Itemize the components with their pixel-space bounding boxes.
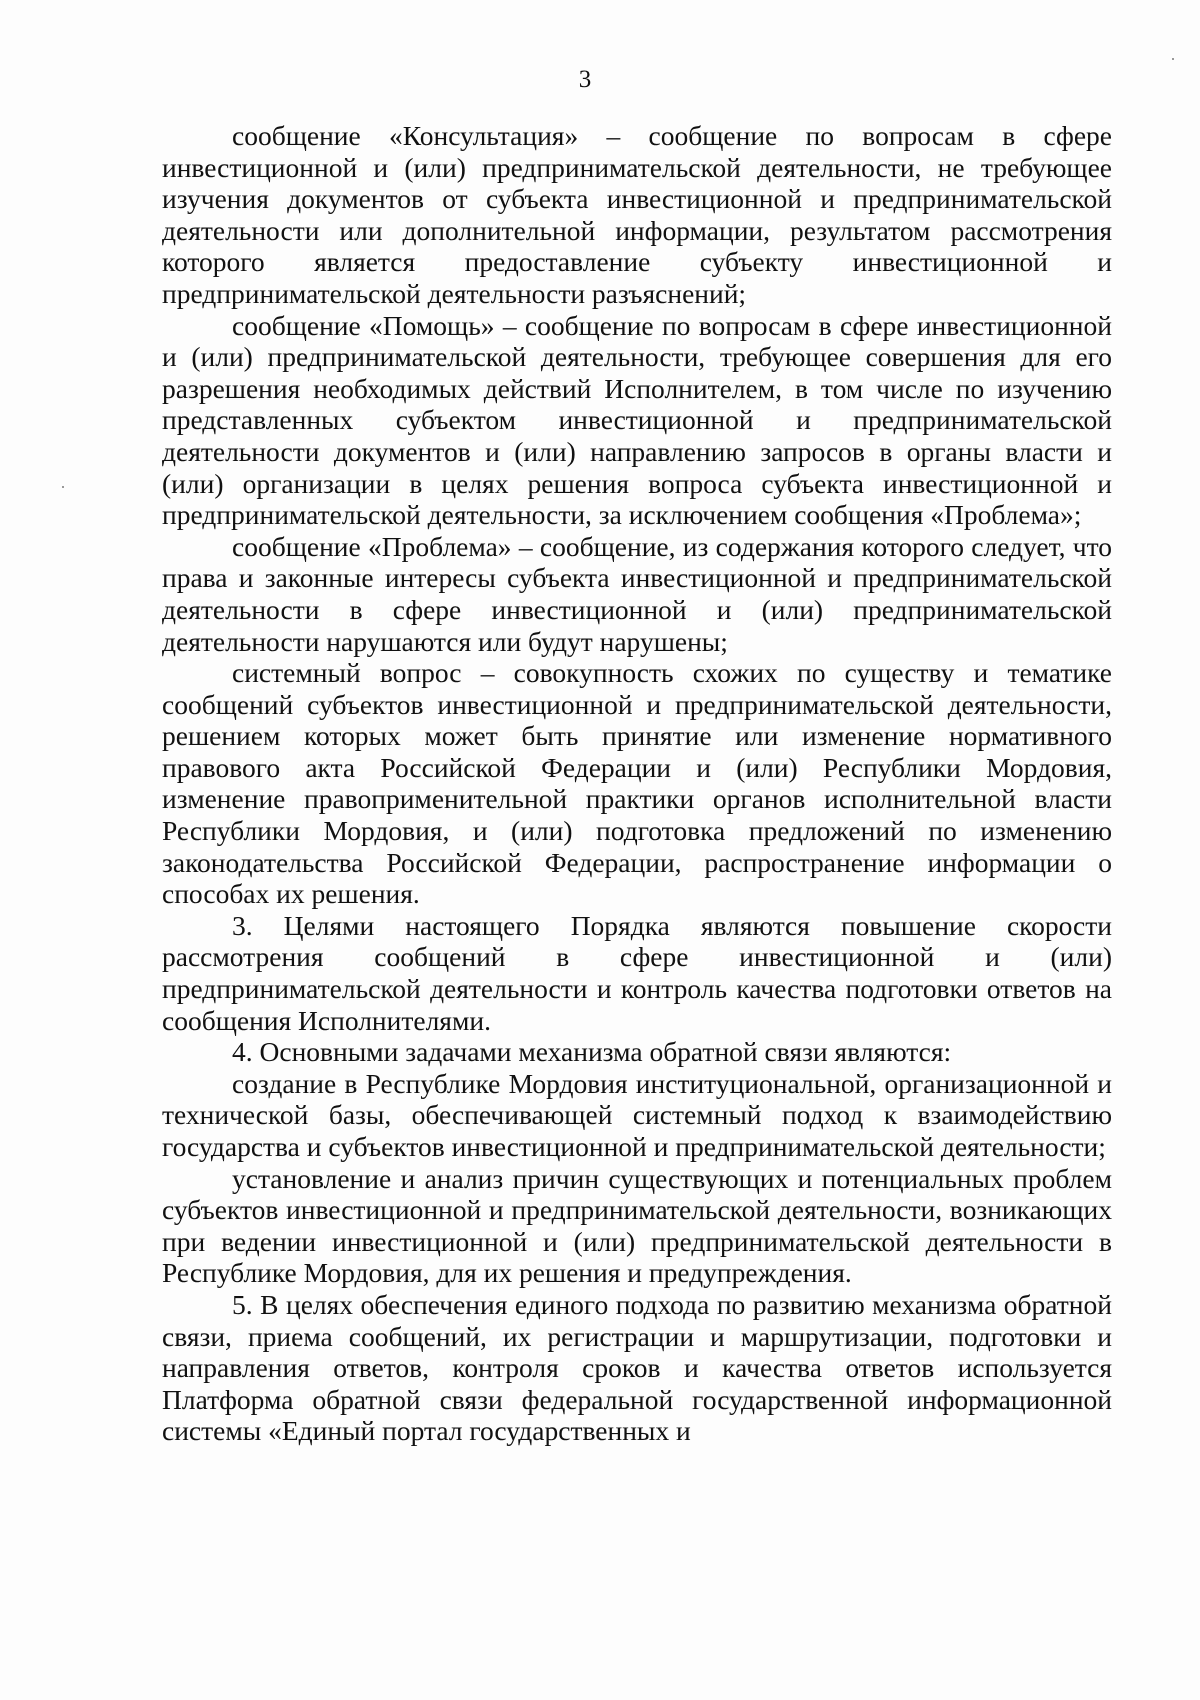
paragraph-task-creation: создание в Республике Мордовия институциональной, организационной и технической базы, обеспечивающей системный подход к взаимодействию государства и субъектов инвестиционной и предпринимательской деятельности; [162,1067,1112,1162]
paragraph-problem-definition: сообщение «Проблема» – сообщение, из содержания которого следует, что права и законные интересы субъекта инвестиционной и предпринимательской деятельности в сфере инвестиционной и (или) предпринимательской деятельности нарушаются или будут нарушены; [162,530,1112,657]
paragraph-item-4-tasks: 4. Основными задачами механизма обратной связи являются: [232,1036,952,1068]
scan-speck [1172,58,1174,60]
paragraph-item-3-goals: 3. Целями настоящего Порядка являются повышение скорости рассмотрения сообщений в сфере инвестиционной и (или) предпринимательской деятельности и контроль качества подготовки ответов на сообщения Исполнителями. [162,909,1112,1036]
paragraph-item-5-platform: 5. В целях обеспечения единого подхода по развитию механизма обратной связи, приема сообщений, их регистрации и маршрутизации, подготовки и направления ответов, контроля сроков и качества ответов используется Платформа обратной связи федеральной государственной информационной системы «Единый портал государственных и [162,1288,1112,1447]
paragraph-systemic-issue-definition: системный вопрос – совокупность схожих по существу и тематике сообщений субъектов инвестиционной и предпринимательской деятельности, решением которых может быть принятие или изменение нормативного правового акта Российской Федерации и (или) Республики Мордовия, изменение правоприменительной практики органов исполнительной власти Республики Мордовия, и (или) подготовка предложений по изменению законодательства Российской Федерации, распространение информации о способах их решения. [162,657,1112,910]
paragraph-consultation-definition: сообщение «Консультация» – сообщение по вопросам в сфере инвестиционной и (или) предпринимательской деятельности, не требующее изучения документов от субъекта инвестиционной и предпринимательской деятельности или дополнительной информации, результатом рассмотрения которого является предоставление субъекту инвестиционной и предпринимательской деятельности разъяснений; [162,120,1112,309]
paragraph-help-definition: сообщение «Помощь» – сообщение по вопросам в сфере инвестиционной и (или) предпринимательской деятельности, требующее совершения для его разрешения необходимых действий Исполнителем, в том числе по изучению представленных субъектом инвестиционной и предпринимательской деятельности документов и (или) направлению запросов в органы власти и (или) организации в целях решения вопроса субъекта инвестиционной и предпринимательской деятельности, за исключением сообщения «Проблема»; [162,309,1112,531]
paragraph-task-analysis: установление и анализ причин существующих и потенциальных проблем субъектов инвестиционной и предпринимательской деятельности, возникающих при ведении инвестиционной и (или) предпринимательской деятельности в Республике Мордовия, для их решения и предупреждения. [162,1162,1112,1289]
scan-speck [62,486,64,488]
page-number: 3 [578,66,592,93]
document-body [162,120,1112,1447]
